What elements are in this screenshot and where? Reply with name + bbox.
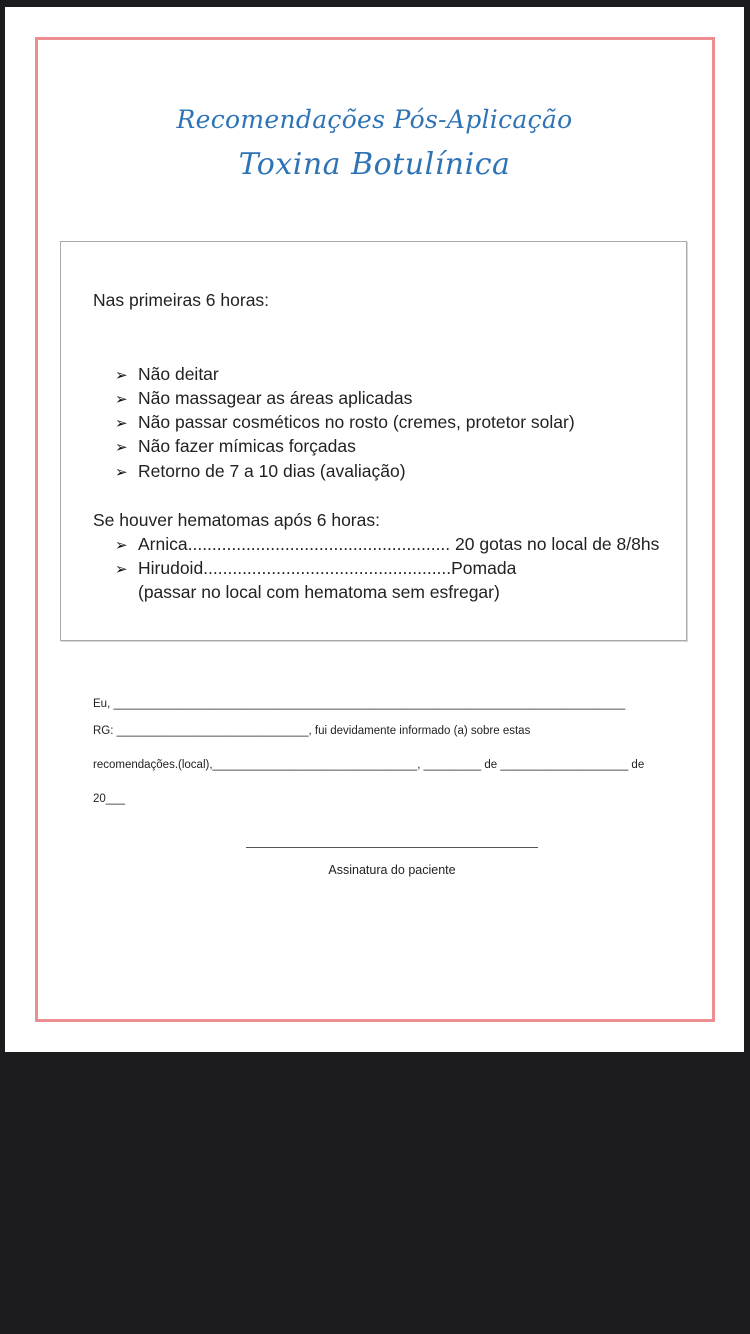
list-item: Não fazer mímicas forçadas	[138, 436, 356, 456]
arrowhead-bullet-icon: ➢	[115, 464, 128, 481]
arrowhead-bullet-icon: ➢	[115, 415, 128, 432]
document-page	[5, 7, 744, 1052]
list-item: Não passar cosméticos no rosto (cremes, protetor solar)	[138, 412, 575, 432]
year-field-line[interactable]: 20___	[93, 793, 125, 805]
location-date-line[interactable]: recomendações.(local),________________________________, _________ de ____________________ de	[93, 759, 645, 771]
rg-field-line[interactable]: RG: ______________________________, fui devidamente informado (a) sobre estas	[93, 725, 531, 737]
document-subtitle: Toxina Botulínica	[238, 147, 511, 182]
list-item: Hirudoid...................................................Pomada	[138, 558, 517, 578]
signature-label: Assinatura do paciente	[328, 863, 456, 877]
arrowhead-bullet-icon: ➢	[115, 367, 128, 384]
section2-heading: Se houver hematomas após 6 horas:	[93, 510, 380, 530]
list-item: Não massagear as áreas aplicadas	[138, 388, 413, 408]
arrowhead-bullet-icon: ➢	[115, 537, 128, 554]
arrowhead-bullet-icon: ➢	[115, 391, 128, 408]
list-item: Não deitar	[138, 364, 219, 384]
section1-heading: Nas primeiras 6 horas:	[93, 290, 270, 310]
arrowhead-bullet-icon: ➢	[115, 561, 128, 578]
name-field-line[interactable]: Eu, ________________________________________________________________________________	[93, 698, 626, 710]
document-title: Recomendações Pós-Aplicação	[176, 105, 573, 134]
list-item: Arnica...................................................... 20 gotas no local de 8/8hs	[138, 534, 660, 554]
arrowhead-bullet-icon: ➢	[115, 439, 128, 456]
signature-line[interactable]	[246, 847, 538, 848]
hirudoid-note: (passar no local com hematoma sem esfregar)	[138, 582, 500, 602]
recommendations-box	[60, 241, 687, 641]
list-item: Retorno de 7 a 10 dias (avaliação)	[138, 461, 406, 481]
